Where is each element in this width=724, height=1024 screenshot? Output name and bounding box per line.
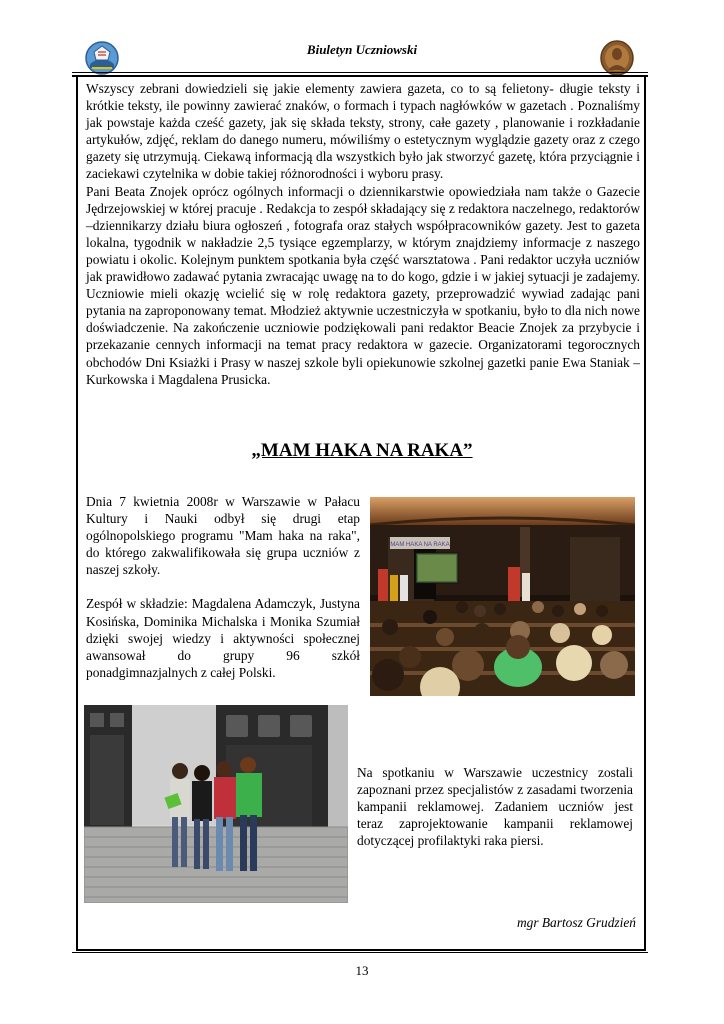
article-right-column xyxy=(357,764,633,866)
page-number: 13 xyxy=(355,963,369,978)
header-rule xyxy=(72,72,648,73)
intro-paragraph: Wszyscy zebrani dowiedzieli się jakie elementy zawiera gazeta, co to są felietony- długie teksty i krótkie teksty, ile powinny zawierać znaków, o formach i typach nagłówków w gazetach . Poznaliśmy jak powstaje każda cześć gazety, jak się składa teksty, strony, całe gazety , planowanie i rozkładanie artykułów, zdjęć, reklam do danego numeru, mówiliśmy o estetycznym wyglądzie gazety oraz z czego gazety się utrzymują. Ciekawą informacją dla wszystkich było jak stworzyć gazetę, która przyciągnie i zaciekawi czytelnika w dobie takiej różnorodności i wyboru prasy. xyxy=(86,81,640,182)
footer-rule xyxy=(72,952,648,953)
patron-medallion-icon xyxy=(600,40,634,76)
author-signature: mgr Bartosz Grudzień xyxy=(516,915,636,930)
article-left-column xyxy=(86,493,360,698)
intro-paragraph: Pani Beata Znojek oprócz ogólnych informacji o dziennikarstwie opowiedziała nam także o Gazecie Jędrzejowskiej w której pracuje . Redakcja to zespół składający się z redaktora naczelnego, redaktorów –dziennikarzy działu biura ogłoszeń , fotografa oraz stałych współpracowników gazety. Jest to gazeta lokalna, tygodnik w nakładzie 2,5 tysiące egzemplarzy, w którym znajdziemy informacje z naszego powiatu i okolic. Kolejnym punktem spotkania była część warsztatowa . Pani redaktor uczyła uczniów jak prawidłowo zadawać pytania zwracając uwagę na to do kogo, gdzie i w jakiej sytuacji je zadajemy. Uczniowie mieli okazję wcielić się w rolę redaktora gazety, przeprowadzić wywiad zadając pani pytania na zaproponowany temat. Młodzież aktywnie uczestniczyła w spotkaniu, było to dla nich nowe doświadczenie. Na zakończenie uczniowie podziękowali pani redaktor Beacie Znojek za przybycie i przekazanie cennych informacji na temat pracy redaktora w gazecie. Organizatorami tegorocznych obchodów Dni Ksiażki i Prasy w naszej szkole byli opiekunowie szkolnej gazetki panie Ewa Staniak – Kurkowska i Magdalena Prusicka. xyxy=(86,183,640,387)
intro-article xyxy=(86,80,640,388)
article-paragraph: Dnia 7 kwietnia 2008r w Warszawie w Pałacu Kultury i Nauki odbył się drugi etap ogólnopolskiego programu "Mam haka na raka", do którego zakwalifikowała się grupa uczniów z naszej szkoły. xyxy=(86,494,360,578)
auditorium-photo xyxy=(370,497,635,696)
publication-title: Biuletyn Uczniowski xyxy=(306,42,418,57)
article-paragraph: Zespół w składzie: Magdalena Adamczyk, Justyna Kosińska, Dominika Michalska i Monika Szumiał dzięki swojej wiedzy i aktywności społecznej awansował do grupy 96 szkół ponadgimnazjalnych z całej Polski. xyxy=(86,596,360,680)
article-headline: „MAM HAKA NA RAKA” xyxy=(251,440,473,461)
article-paragraph: Na spotkaniu w Warszawie uczestnicy zostali zapoznani przez specjalistów z zasadami tworzenia kampanii reklamowej. Zadaniem uczniów jest teraz zaprojektowanie kampanii reklamowej dotyczącej profilaktyki raka piersi. xyxy=(357,765,633,849)
students-photo xyxy=(84,705,348,903)
banner-text: MAM HAKA NA RAKA xyxy=(390,542,450,548)
